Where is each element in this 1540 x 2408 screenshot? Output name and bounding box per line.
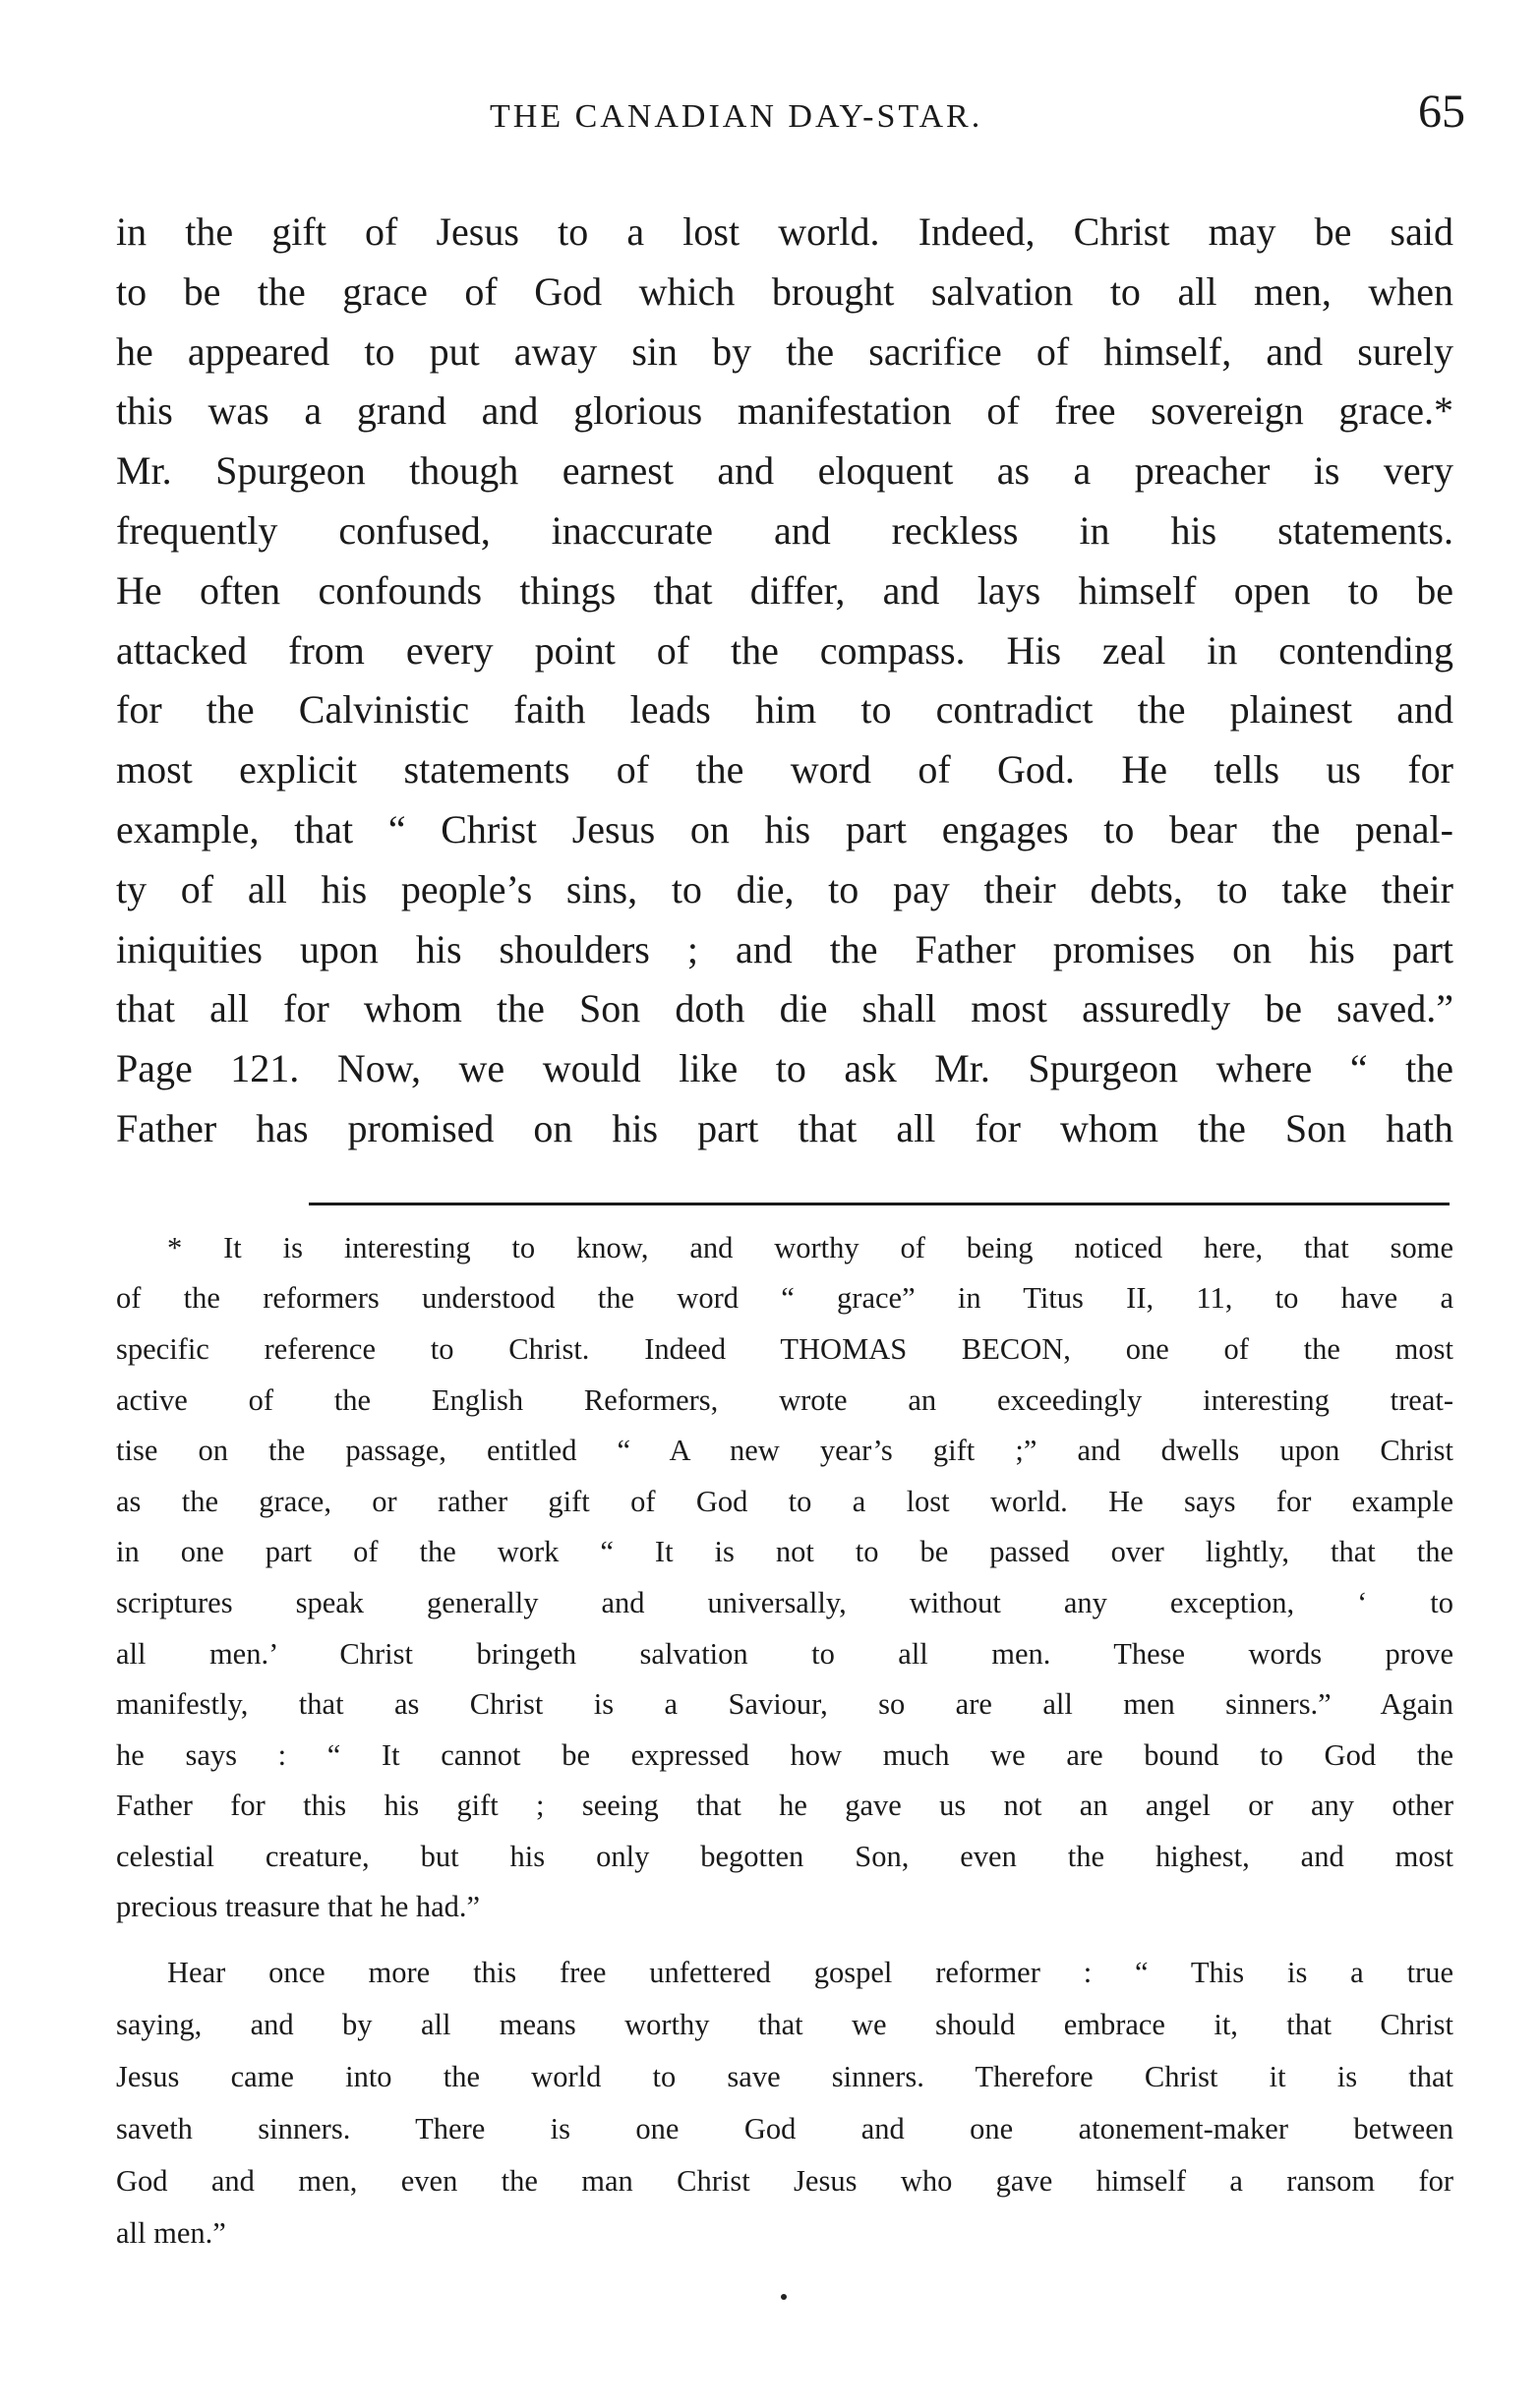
body-line: that all for whom the Son doth die shall most assuredly be saved.” [116,986,1453,1031]
footnote-line: of the reformers understood the word “ grace” in Titus II, 11, to have a [116,1281,1453,1316]
footnote-line: tise on the passage, entitled “ A new year’s gift ;” and dwells upon Christ [116,1434,1453,1468]
body-line: Mr. Spurgeon though earnest and eloquent as a preacher is very [116,448,1453,494]
footnote-line: he says : “ It cannot be expressed how much we are bound to God the [116,1737,1453,1772]
continuation-line: Hear once more this free unfettered gospel reformer : “ This is a true [167,1956,1453,1990]
footnote-rule [309,1203,1450,1205]
footnote-line: as the grace, or rather gift of God to a lost world. He says for example [116,1484,1453,1518]
continuation-line: God and men, even the man Christ Jesus who gave himself a ransom for [116,2164,1453,2199]
running-head [116,85,1465,146]
body-line: to be the grace of God which brought salvation to all men, when [116,268,1453,314]
body-line: attacked from every point of the compass. His zeal in contending [116,627,1453,673]
body-line: ty of all his people’s sins, to die, to pay their debts, to take their [116,866,1453,911]
book-page [116,85,1465,2260]
body-line: iniquities upon his shoulders ; and the Father promises on his part [116,926,1453,971]
footnote-line: manifestly, that as Christ is a Saviour, so are all men sinners.” Again [116,1687,1453,1722]
ink-dot [781,2294,787,2300]
body-text [116,203,1453,1159]
footnote-line: precious treasure that he had.” [116,1890,481,1924]
continuation-line: saveth sinners. There is one God and one atonement-maker between [116,2112,1453,2146]
continuation-line: saying, and by all means worthy that we should embrace it, that Christ [116,2008,1453,2042]
body-line: Father has promised on his part that all for whom the Son hath [116,1105,1453,1150]
running-title: THE CANADIAN DAY-STAR. [490,98,983,135]
footnote-line: in one part of the work “ It is not to be passed over lightly, that the [116,1535,1453,1569]
footnote-line: Father for this his gift ; seeing that he gave us not an angel or any other [116,1789,1453,1823]
body-line: frequently confused, inaccurate and reckless in his statements. [116,507,1453,553]
footnote-line: scriptures speak generally and universally, without any exception, ‘ to [116,1585,1453,1619]
continuation-line: Jesus came into the world to save sinners. Therefore Christ it is that [116,2060,1453,2094]
footnote-line: specific reference to Christ. Indeed THOMAS BECON, one of the most [116,1331,1453,1366]
body-line: this was a grand and glorious manifestation of free sovereign grace.* [116,388,1453,434]
page-number: 65 [1418,86,1465,138]
body-line: He often confounds things that differ, and lays himself open to be [116,567,1453,613]
body-line: example, that “ Christ Jesus on his part engages to bear the penal- [116,806,1453,852]
body-line: for the Calvinistic faith leads him to contradict the plainest and [116,687,1453,733]
body-line: most explicit statements of the word of God. He tells us for [116,747,1453,793]
body-line: he appeared to put away sin by the sacrifice of himself, and surely [116,328,1453,374]
footnote-line: active of the English Reformers, wrote an exceedingly interesting treat- [116,1382,1453,1417]
body-line: Page 121. Now, we would like to ask Mr. Spurgeon where “ the [116,1046,1453,1091]
footnote-continuation [116,1947,1453,2260]
footnote [116,1223,1453,1933]
footnote-line: * It is interesting to know, and worthy of being noticed here, that some [167,1230,1453,1264]
footnote-line: all men.’ Christ bringeth salvation to all men. These words prove [116,1636,1453,1671]
continuation-line: all men.” [116,2216,226,2251]
footnote-line: celestial creature, but his only begotten Son, even the highest, and most [116,1839,1453,1873]
body-line: in the gift of Jesus to a lost world. Indeed, Christ may be said [116,209,1453,254]
